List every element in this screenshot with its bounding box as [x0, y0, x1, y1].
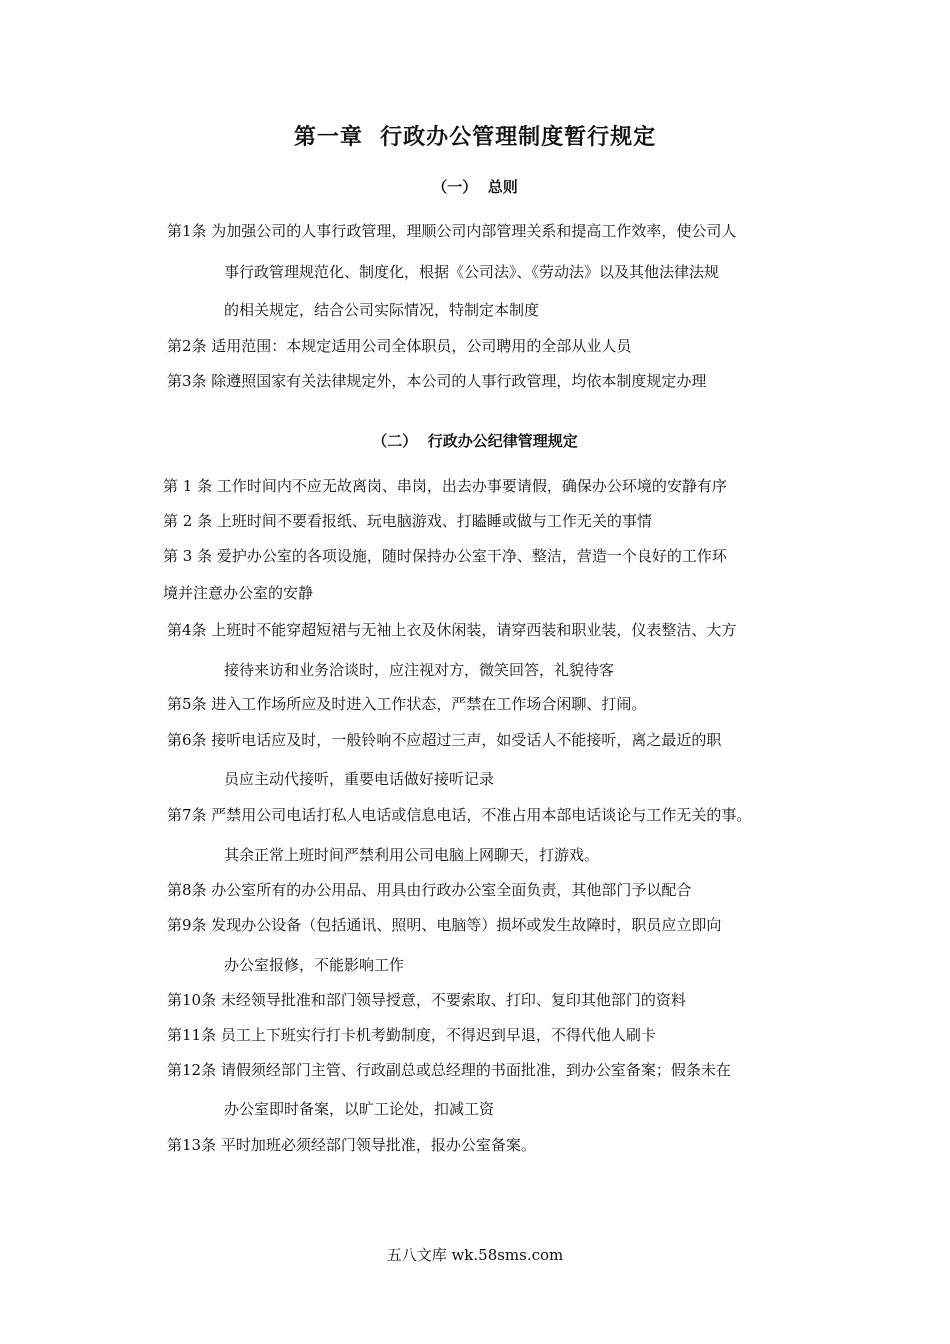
article-line: 第 2 条 上班时间不要看报纸、玩电脑游戏、打瞌睡或做与工作无关的事情 [163, 512, 652, 530]
article-line: 第5条 进入工作场所应及时进入工作状态，严禁在工作场合闲聊、打闹。 [167, 695, 647, 713]
article-line: 第7条 严禁用公司电话打私人电话或信息电话，不准占用本部电话谈论与工作无关的事。 [167, 806, 752, 824]
article-line: 第11条 员工上下班实行打卡机考勤制度，不得迟到早退，不得代他人刷卡 [167, 1026, 656, 1044]
article-line: 办公室即时备案，以旷工论处，扣减工资 [224, 1100, 495, 1118]
article-line: 第13条 平时加班必须经部门领导批准，报办公室备案。 [167, 1136, 536, 1154]
chapter-title: 第一章 行政办公管理制度暂行规定 [293, 125, 657, 150]
article-line: 第 1 条 工作时间内不应无故离岗、串岗，出去办事要请假，确保办公环境的安静有序 [163, 477, 727, 495]
article-line: 第8条 办公室所有的办公用品、用具由行政办公室全面负责，其他部门予以配合 [167, 881, 692, 899]
article-line: 第12条 请假须经部门主管、行政副总或总经理的书面批准，到办公室备案；假条未在 [167, 1061, 731, 1079]
article-line: 员应主动代接听，重要电话做好接听记录 [224, 770, 495, 788]
article-line: 第4条 上班时不能穿超短裙与无袖上衣及休闲装，请穿西装和职业装，仪表整洁、大方 [167, 621, 737, 639]
section-heading-discipline: （二） 行政办公纪律管理规定 [372, 432, 578, 450]
article-line: 第3条 除遵照国家有关法律规定外，本公司的人事行政管理，均依本制度规定办理 [167, 372, 707, 390]
article-line: 事行政管理规范化、制度化，根据《公司法》、《劳动法》以及其他法律法规 [224, 263, 720, 281]
article-line: 第1条 为加强公司的人事行政管理，理顺公司内部管理关系和提高工作效率，使公司人 [167, 222, 737, 240]
article-line: 接待来访和业务洽谈时，应注视对方，微笑回答，礼貌待客 [224, 661, 615, 679]
article-line: 第6条 接听电话应及时，一般铃响不应超过三声，如受话人不能接听，离之最近的职 [167, 731, 722, 749]
article-line: 其余正常上班时间严禁利用公司电脑上网聊天，打游戏。 [224, 846, 600, 864]
article-line: 办公室报修，不能影响工作 [224, 956, 405, 974]
section-heading-general: （一） 总则 [432, 178, 518, 196]
article-line: 的相关规定，结合公司实际情况，特制定本制度 [224, 301, 540, 319]
article-line: 第 3 条 爱护办公室的各项设施，随时保持办公室干净、整洁，营造一个良好的工作环 [163, 547, 727, 565]
article-line: 第9条 发现办公设备（包括通讯、照明、电脑等）损坏或发生故障时，职员应立即向 [167, 916, 722, 934]
footer-watermark: 五八文库 wk.58sms.com [386, 1246, 564, 1264]
article-line: 第10条 未经领导批准和部门领导授意，不要索取、打印、复印其他部门的资料 [167, 991, 686, 1009]
article-line: 境并注意办公室的安静 [163, 584, 314, 602]
article-line: 第2条 适用范围：本规定适用公司全体职员，公司聘用的全部从业人员 [167, 337, 632, 355]
